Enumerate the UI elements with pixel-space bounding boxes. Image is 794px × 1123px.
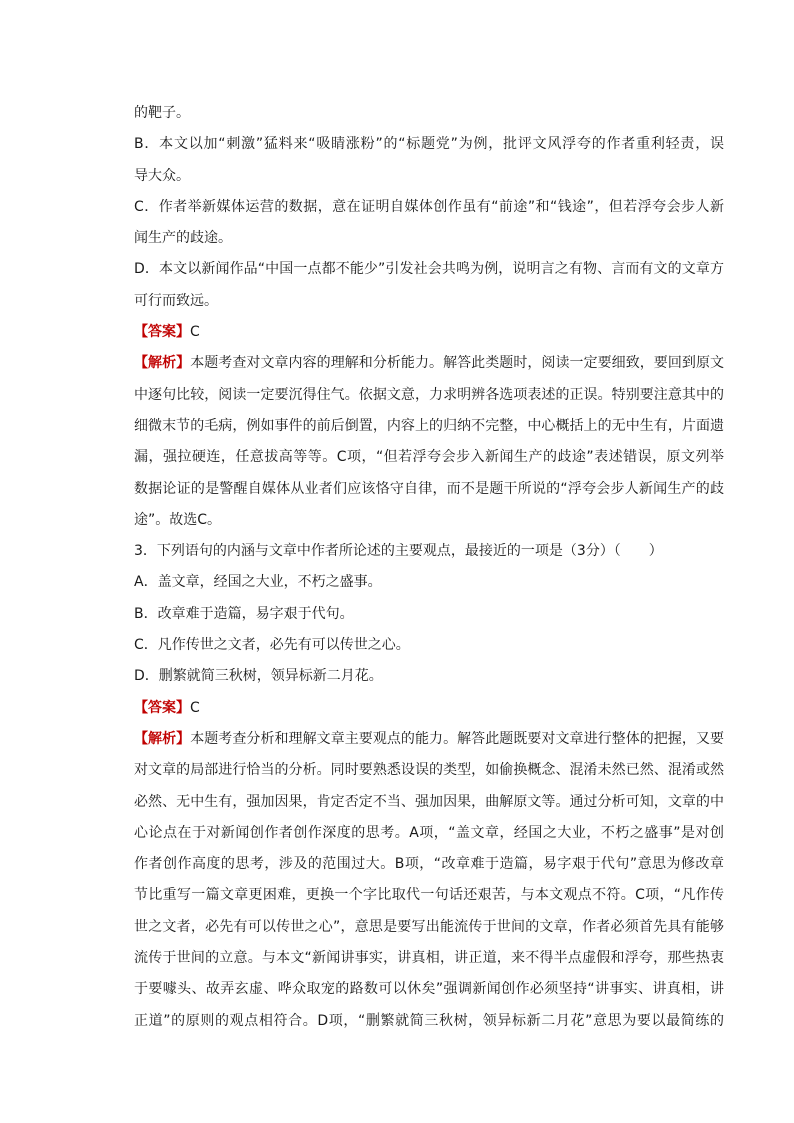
q3-analysis-line-4: 心论点在于对新闻创作者创作深度的思考。A项，“盖文章，经国之大业，不朽之盛事”是对创 (134, 824, 724, 841)
q3-option-b: B．改章难于造篇，易字艰于代句。 (134, 605, 354, 622)
answer-tag: 【答案】 (134, 324, 190, 341)
q3-stem: 3．下列语句的内涵与文章中作者所论述的主要观点，最接近的一项是（3分）（ ） (134, 543, 663, 560)
answer-tag: 【答案】 (134, 699, 190, 716)
option-d-line-1: D．本文以新闻作品“中国一点都不能少”引发社会共鸣为例，说明言之有物、言而有文的文章方 (134, 261, 724, 278)
option-a-tail: 的靶子。 (134, 105, 190, 121)
q3-analysis-line-8: 流传于世间的立意。与本文“新闻讲事实，讲真相，讲正道，来不得半点虚假和浮夸，那些热衷 (134, 950, 724, 967)
analysis-tag: 【解析】 (134, 730, 191, 747)
option-b-line-1: B．本文以加“刺激”猛料来“吸睛涨粉”的“标题党”为例，批评文风浮夸的作者重利轻责，误 (134, 136, 724, 153)
option-d-line-2: 可行而致远。 (134, 292, 218, 309)
answer-value: C (190, 324, 200, 341)
q3-analysis-line-2: 对文章的局部进行恰当的分析。同时要熟悉设误的类型，如偷换概念、混淆未然已然、混淆或然 (134, 762, 724, 779)
analysis-tag: 【解析】 (134, 355, 191, 372)
q3-analysis-line-1 (134, 724, 724, 755)
q3-option-c: C．凡作传世之文者，必先有可以传世之心。 (134, 637, 410, 654)
q3-option-a: A．盖文章，经国之大业，不朽之盛事。 (134, 574, 382, 591)
option-c-line-2: 闻生产的歧途。 (134, 230, 232, 247)
q2-analysis-line-6: 途”。故选C。 (134, 511, 222, 528)
q3-analysis-line-3: 必然、无中生有，强加因果，肯定否定不当、强加因果，曲解原文等。通过分析可知，文章的中 (134, 793, 724, 810)
q3-analysis-line-5: 作者创作高度的思考，涉及的范围过大。B项，“改章难于造篇，易字艰于代句”意思为修改章 (134, 856, 724, 873)
q2-analysis-line-4: 漏，强拉硬连，任意拔高等等。C项，“但若浮夸会步入新闻生产的歧途”表述错误，原文列举 (134, 449, 724, 466)
analysis-text: 本题考查分析和理解文章主要观点的能力。解答此题既要对文章进行整体的把握，又要 (190, 730, 724, 747)
document-body (134, 98, 724, 1037)
q3-analysis-line-10: 正道”的原则的观点相符合。D项，“删繁就简三秋树，领异标新二月花”意思为要以最简练的 (134, 1012, 724, 1029)
q3-option-d: D．删繁就简三秋树，领异标新二月花。 (134, 668, 383, 685)
q2-analysis-line-5: 数据论证的是警醒自媒体从业者们应该恪守自律，而不是题干所说的“浮夸会步人新闻生产的歧 (134, 480, 724, 497)
q2-analysis-line-1 (134, 348, 724, 379)
q3-analysis-line-9: 于要噱头、故弄玄虚、哗众取宠的路数可以休矣”强调新闻创作必须坚持“讲事实、讲真相，讲 (134, 981, 724, 998)
option-b-line-2: 导大众。 (134, 167, 190, 184)
q3-answer (134, 693, 724, 724)
q2-analysis-line-2: 中逐句比较，阅读一定要沉得住气。依据文意，力求明辨各选项表述的正误。特别要注意其中的 (134, 386, 724, 403)
analysis-text: 本题考查对文章内容的理解和分析能力。解答此类题时，阅读一定要细致，要回到原文 (190, 355, 724, 372)
q2-answer (134, 317, 724, 348)
answer-value: C (190, 699, 200, 716)
q2-analysis-line-3: 细微末节的毛病，例如事件的前后倒置，内容上的归纳不完整，中心概括上的无中生有，片面遗 (134, 417, 724, 434)
q3-analysis-line-6: 节比重写一篇文章更困难，更换一个字比取代一句话还艰苦，与本文观点不符。C项，“凡作传 (134, 887, 724, 904)
option-c-line-1: C．作者举新媒体运营的数据，意在证明自媒体创作虽有“前途”和“钱途”，但若浮夸会步人新 (134, 198, 724, 215)
q3-analysis-line-7: 世之文者，必先有可以传世之心”，意思是要写出能流传于世间的文章，作者必须首先具有能够 (134, 918, 724, 935)
